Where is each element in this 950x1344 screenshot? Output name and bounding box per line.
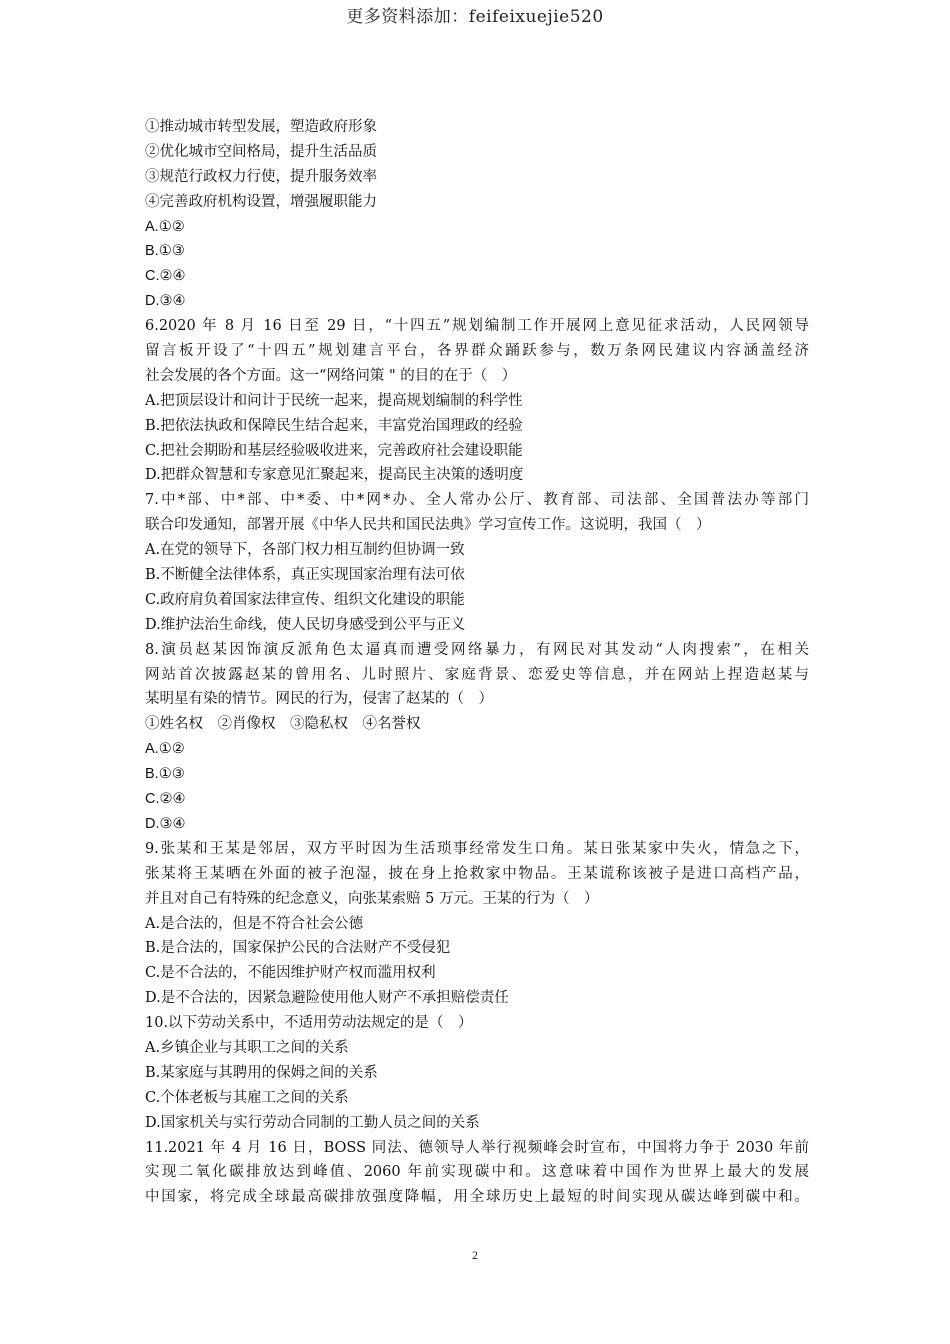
option-line: D.维护法治生命线，使人民切身感受到公平与正义 xyxy=(145,616,466,633)
question-line: 9.张某和王某是邻居，双方平时因为生活琐事经常发生口角。某日张某家中失火，情急之下， xyxy=(145,840,809,857)
question-line: 11.2021 年 4 月 16 日，BOSS 同法、德领导人举行视频峰会时宣布，中国将力争于 2030 年前 xyxy=(145,1139,809,1156)
question-line: 中国家，将完成全球最高碳排放强度降幅，用全球历史上最短的时间实现从碳达峰到碳中和。 xyxy=(145,1189,809,1206)
document-body xyxy=(145,115,809,1210)
question-line: 并且对自己有特殊的纪念意义，向张某索赔 5 万元。王某的行为（ ） xyxy=(145,890,599,907)
option-line: C.政府肩负着国家法律宣传、组织文化建设的职能 xyxy=(145,591,465,608)
question-line: 8.演员赵某因饰演反派角色太逼真而遭受网络暴力，有网民对其发动“人肉搜索”，在相关 xyxy=(145,641,809,658)
option-line: D.是不合法的，因紧急避险使用他人财产不承担赔偿责任 xyxy=(145,990,509,1007)
page-number: 2 xyxy=(472,1248,478,1262)
option-line: A.乡镇企业与其职工之间的关系 xyxy=(145,1039,349,1056)
text-line: ③规范行政权力行使，提升服务效率 xyxy=(145,168,377,185)
question-line: 7.中*部、中*部、中*委、中*网*办、全人常办公厅、教育部、司法部、全国普法办等部门 xyxy=(145,492,809,509)
option-line: B.某家庭与其聘用的保姆之间的关系 xyxy=(145,1064,378,1081)
question-line: 社会发展的各个方面。这一“网络问策 " 的目的在于（ ） xyxy=(145,367,517,384)
option-line: D.把群众智慧和专家意见汇聚起来，提高民主决策的透明度 xyxy=(145,467,524,484)
option-line: D.国家机关与实行劳动合同制的工勤人员之间的关系 xyxy=(145,1114,480,1131)
text-line: ①姓名权 ②肖像权 ③隐私权 ④名誉权 xyxy=(145,716,421,733)
option-line: D.③④ xyxy=(145,815,186,832)
text-line: ②优化城市空间格局，提升生活品质 xyxy=(145,143,377,160)
option-line: C.把社会期盼和基层经验吸收进来，完善政府社会建设职能 xyxy=(145,442,523,459)
option-line: A.①② xyxy=(145,741,185,758)
question-line: 张某将王某晒在外面的被子泡湿，披在身上抢救家中物品。王某谎称该被子是进口高档产品， xyxy=(145,865,809,882)
question-line: 网站首次披露赵某的曾用名、儿时照片、家庭背景、恋爱史等信息，并在网站上捏造赵某与 xyxy=(145,666,809,683)
question-line: 实现二氧化碳排放达到峰值、2060 年前实现碳中和。这意味着中国作为世界上最大的发展 xyxy=(145,1164,809,1181)
option-line: C.是不合法的，不能因维护财产权而滥用权利 xyxy=(145,965,436,982)
option-line: A.①② xyxy=(145,218,185,235)
text-line: ①推动城市转型发展，塑造政府形象 xyxy=(145,119,377,135)
option-line: D.③④ xyxy=(145,293,186,310)
option-line: A.把顶层设计和问计于民统一起来，提高规划编制的科学性 xyxy=(145,392,523,409)
question-line: 留言板开设了“十四五”规划建言平台，各界群众踊跃参与，数万条网民建议内容涵盖经济 xyxy=(145,343,809,360)
option-line: C.②④ xyxy=(145,791,186,808)
option-line: B.是合法的，国家保护公民的合法财产不受侵犯 xyxy=(145,940,451,957)
question-line: 联合印发通知，部署开展《中华人民共和国民法典》学习宣传工作。这说明，我国（ ） xyxy=(145,517,711,534)
option-line: C.②④ xyxy=(145,268,186,285)
question-line: 6.2020 年 8 月 16 日至 29 日，“十四五”规划编制工作开展网上意见征求活动，人民网领导 xyxy=(145,318,809,335)
text-line: ④完善政府机构设置，增强履职能力 xyxy=(145,193,377,210)
option-line: B.把依法执政和保障民生结合起来，丰富党治国理政的经验 xyxy=(145,417,523,434)
option-line: A.在党的领导下，各部门权力相互制约但协调一致 xyxy=(145,542,465,559)
option-line: B.①③ xyxy=(145,766,185,783)
option-line: C.个体老板与其雇工之间的关系 xyxy=(145,1089,349,1106)
option-line: A.是合法的，但是不符合社会公德 xyxy=(145,915,364,932)
option-line: B.不断健全法律体系，真正实现国家治理有法可依 xyxy=(145,567,465,584)
option-line: B.①③ xyxy=(145,243,185,260)
page-header: 更多资料添加：feifeixuejie520 xyxy=(346,7,604,27)
question-line: 10.以下劳动关系中，不适用劳动法规定的是（ ） xyxy=(145,1015,473,1032)
question-line: 某明星有染的情节。网民的行为，侵害了赵某的（ ） xyxy=(145,691,493,708)
